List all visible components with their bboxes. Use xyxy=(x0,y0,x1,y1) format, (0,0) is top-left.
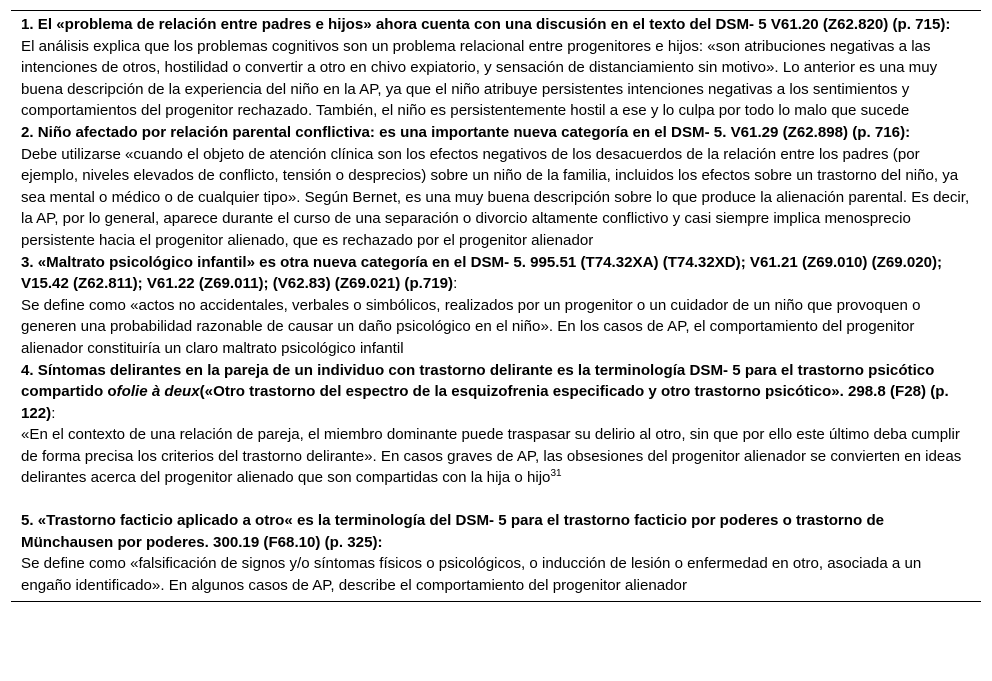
entry-1 xyxy=(11,11,981,122)
entry-heading xyxy=(21,252,971,295)
entry-body xyxy=(21,424,971,489)
entry-5 xyxy=(11,510,981,601)
spacer xyxy=(21,489,971,510)
entry-heading-tail: : xyxy=(51,404,56,422)
entry-2 xyxy=(11,122,981,252)
entry-3 xyxy=(11,252,981,360)
entry-body: Debe utilizarse «cuando el objeto de atención clínica son los efectos negativos de los desacuerdos de la relación entre los padres (por ejemplo, niveles elevados de conflicto, tensión o desprecios) sobre un niño de la familia, incluidos los efectos sobre un trastorno del niño, ya sea mental o médico o de cualquier tipo». Según Bernet, es una muy buena descripción sobre lo que produce la alienación parental. Es decir, la AP, por lo general, aparece durante el curso de una separación o divorcio altamente conflictivo y casi siempre implica menosprecio persistente hacia el progenitor alienado, que es rechazado por el progenitor alienador xyxy=(21,145,970,249)
entry-body-text: «En el contexto de una relación de pareja, el miembro dominante puede traspasar su delirio al otro, sin que por ello este último deba cumplir de forma precisa los criterios del trastorno delirante». En casos graves de AP, las obsesiones del progenitor alienador se convierten en ideas delirantes acerca del progenitor alienado que son compartidas con la hija o hijo xyxy=(21,426,962,487)
entry-body: Se define como «falsificación de signos y/o síntomas físicos o psicológicos, o inducción de lesión o enfermedad en otro, asociada a un engaño identificado». En algunos casos de AP, describe el comportamiento del progenitor alienador xyxy=(21,555,922,594)
document-table xyxy=(11,10,981,602)
entry-heading-tail: : xyxy=(453,275,458,293)
entry-heading-italic: folie à deux xyxy=(116,383,200,401)
entry-heading-main: 3. «Maltrato psicológico infantil» es otra nueva categoría en el DSM- 5. 995.51 (T74.32XA) (T74.32XD); V61.21 (Z69.010) (Z69.020); V15.42 (Z62.811); V61.22 (Z69.011); (V62.83) (Z69.021) (p.719) xyxy=(21,253,943,293)
entry-heading-main: 4. Síntomas delirantes en la pareja de un individuo con trastorno delirante es la terminología DSM- 5 para el trastorno psicótico compartido o xyxy=(21,361,935,401)
entry-body: El análisis explica que los problemas cognitivos son un problema relacional entre progenitores e hijos: «son atribuciones negativas a las intenciones de otros, hostilidad o convertir a otro en chivo expiatorio, y sensación de distanciamiento sin motivo». Lo anterior es una muy buena descripción de la experiencia del niño en la AP, ya que el niño atribuye persistentes intenciones negativas a los sentimientos y comportamientos del progenitor rechazado. También, el niño es persistentemente hostil a ese y lo culpa por todo lo malo que sucede xyxy=(21,37,938,120)
entry-heading-cont: («Otro trastorno del espectro de la esquizofrenia especificado y otro trastorno psicótico». 298.8 (F28) (p. 122) xyxy=(21,383,949,422)
entry-4 xyxy=(11,360,981,511)
entry-heading xyxy=(21,360,971,425)
entry-body: Se define como «actos no accidentales, verbales o simbólicos, realizados por un progenitor o un cuidador de un niño que provoquen o generen una probabilidad razonable de causar un daño psicológico en el niño». En los casos de AP, el comportamiento del progenitor alienador constituiría un claro maltrato psicológico infantil xyxy=(21,296,921,357)
footnote-ref[interactable]: 31 xyxy=(550,468,562,480)
entry-heading: 5. «Trastorno facticio aplicado a otro« es la terminología del DSM- 5 para el trastorno facticio por poderes o trastorno de Münchausen por poderes. 300.19 (F68.10) (p. 325): xyxy=(21,512,885,551)
entry-heading: 2. Niño afectado por relación parental conflictiva: es una importante nueva categoría en el DSM- 5. V61.29 (Z62.898) (p. 716): xyxy=(21,123,911,141)
entry-heading: 1. El «problema de relación entre padres e hijos» ahora cuenta con una discusión en el texto del DSM- 5 V61.20 (Z62.820) (p. 715): xyxy=(21,16,951,33)
